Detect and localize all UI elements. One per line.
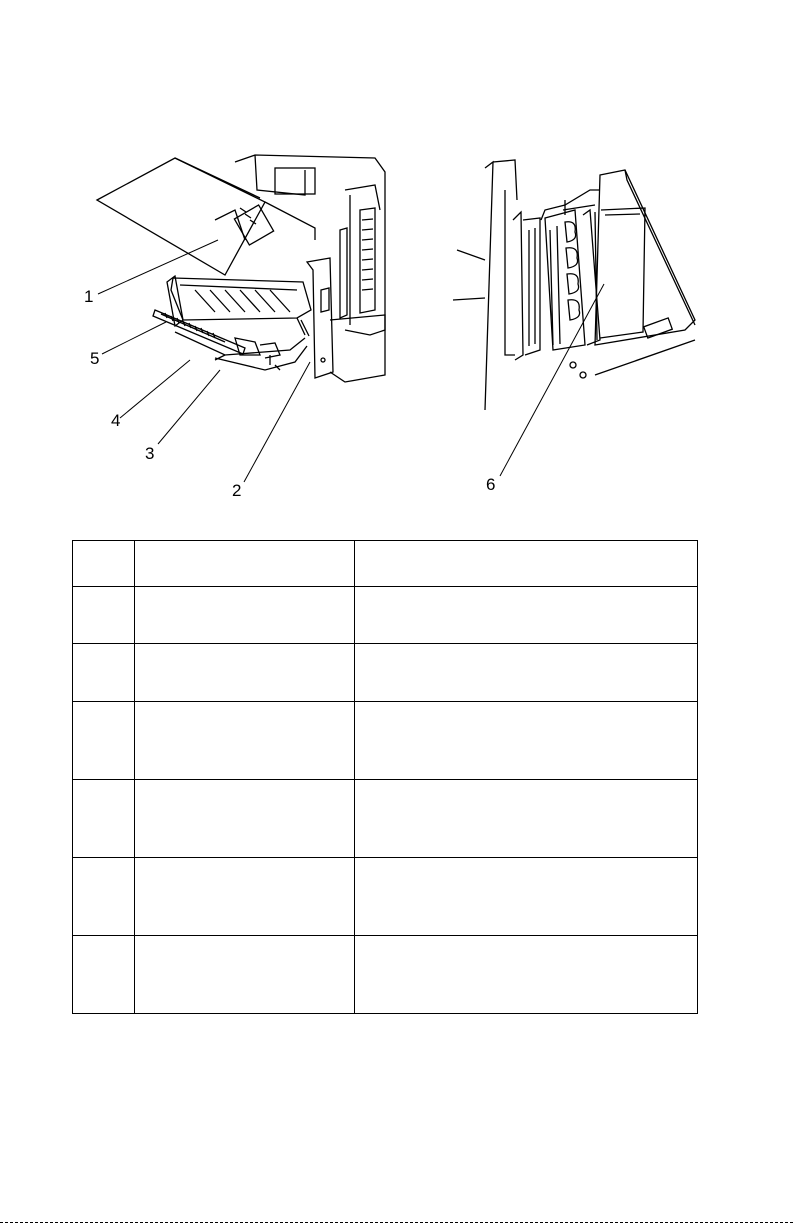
callout-5: 5: [90, 349, 100, 368]
table-row: [73, 702, 698, 780]
table-cell: [355, 936, 698, 1014]
table-cell: [355, 644, 698, 702]
callout-1: 1: [84, 287, 94, 306]
table-cell: [73, 541, 135, 587]
table-row: [73, 541, 698, 587]
table-row: [73, 780, 698, 858]
table-cell: [135, 541, 355, 587]
table-cell: [135, 858, 355, 936]
table-cell: [135, 587, 355, 644]
table-cell: [135, 780, 355, 858]
table-row: [73, 644, 698, 702]
callout-3: 3: [145, 444, 155, 463]
table-cell: [73, 702, 135, 780]
table-cell: [73, 780, 135, 858]
table-cell: [73, 587, 135, 644]
table-cell: [355, 858, 698, 936]
table-cell: [355, 541, 698, 587]
table-row: [73, 936, 698, 1014]
roller-closeup-illustration: [445, 150, 705, 510]
callout-2: 2: [232, 481, 242, 500]
parts-table: [72, 540, 698, 1014]
page-bottom-rule: [0, 1222, 793, 1223]
table-cell: [135, 644, 355, 702]
table-cell: [355, 702, 698, 780]
table-cell: [73, 644, 135, 702]
callout-4: 4: [111, 411, 121, 430]
table-cell: [135, 702, 355, 780]
table-cell: [135, 936, 355, 1014]
table-cell: [355, 780, 698, 858]
table-cell: [355, 587, 698, 644]
callout-6: 6: [486, 475, 496, 494]
table-cell: [73, 858, 135, 936]
table-row: [73, 858, 698, 936]
table-row: [73, 587, 698, 644]
table-cell: [73, 936, 135, 1014]
